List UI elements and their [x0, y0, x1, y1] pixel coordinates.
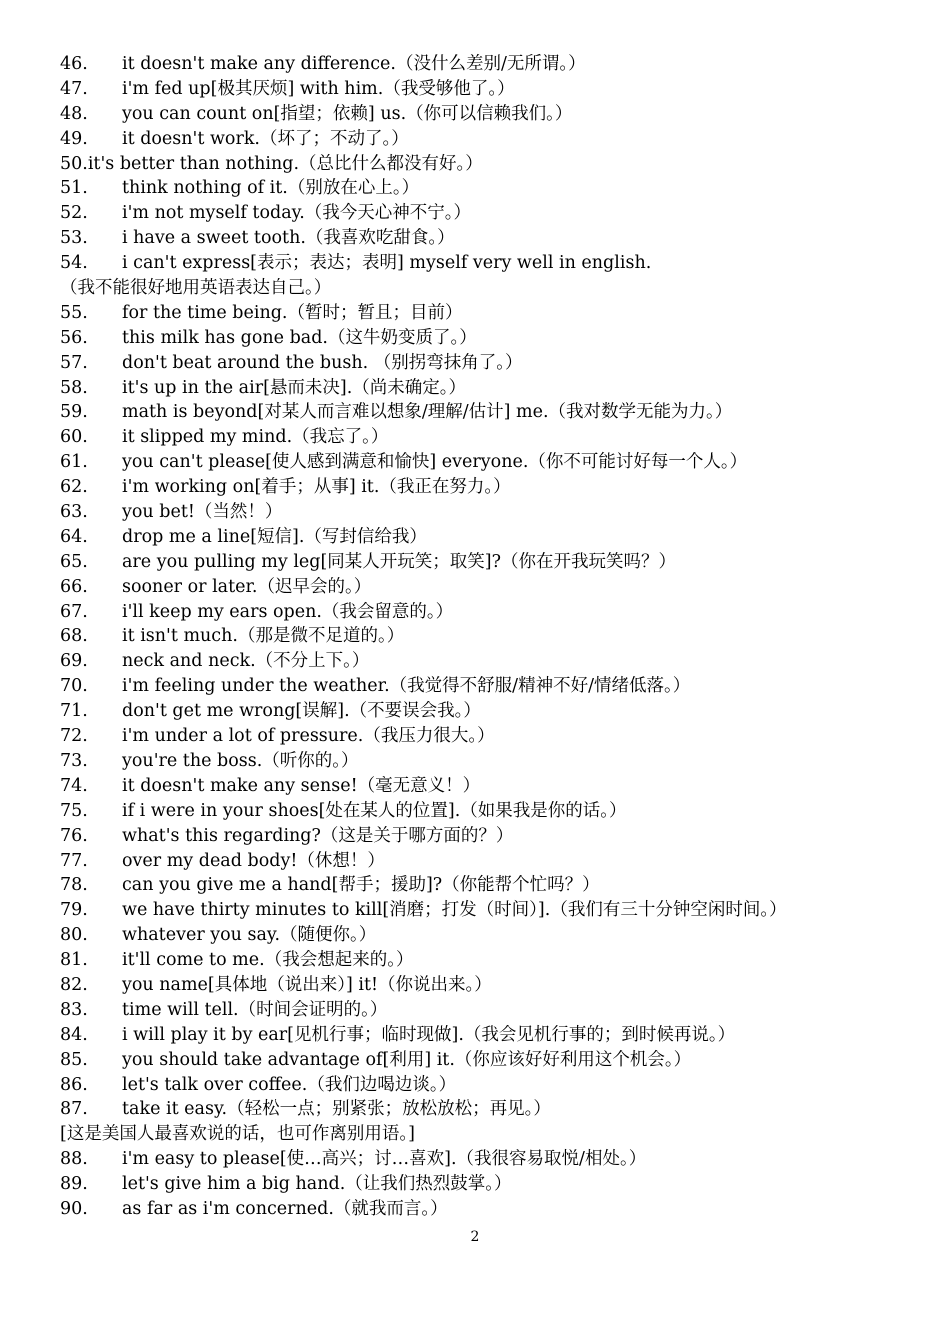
phrase-line: [60, 824, 930, 849]
phrase-text: time will tell.（时间会证明的。）: [122, 999, 388, 1020]
phrase-line: [60, 226, 930, 251]
phrase-text: don't get me wrong[误解].（不要误会我。）: [122, 701, 481, 722]
phrase-line: [60, 948, 930, 973]
phrase-line: [60, 475, 930, 500]
phrase-number: 71.: [60, 701, 88, 722]
phrase-number: 80.: [60, 925, 88, 946]
phrase-number: 61.: [60, 452, 88, 473]
phrase-text: you can't please[使人感到满意和愉快] everyone.（你不可能讨好每一个人。）: [122, 452, 748, 473]
phrase-number: 59.: [60, 402, 88, 423]
phrase-text: are you pulling my leg[同某人开玩笑；取笑]?（你在开我玩笑吗？）: [122, 551, 677, 572]
phrase-number: 48.: [60, 103, 88, 124]
phrase-number: 57.: [60, 352, 88, 373]
phrase-text: neck and neck.（不分上下。）: [122, 651, 370, 672]
phrase-text: it's up in the air[悬而未决].（尚未确定。）: [122, 377, 467, 398]
phrase-text: it slipped my mind.（我忘了。）: [122, 427, 389, 448]
phrase-line: [60, 500, 930, 525]
phrase-number: 53.: [60, 228, 88, 249]
phrase-text: i'm under a lot of pressure.（我压力很大。）: [122, 726, 495, 747]
phrase-line: [60, 873, 930, 898]
phrase-text: for the time being.（暂时；暂且；目前）: [122, 302, 463, 323]
phrase-number: 88.: [60, 1149, 88, 1170]
phrase-line: [60, 152, 930, 177]
phrase-line: [60, 749, 930, 774]
phrase-number: 78.: [60, 875, 88, 896]
phrase-number: 75.: [60, 800, 88, 821]
phrase-line: [60, 1122, 930, 1147]
phrase-text: i can't express[表示；表达；表明] myself very well in english.: [122, 253, 652, 274]
phrase-number: 62.: [60, 477, 88, 498]
phrase-text: i'm not myself today.（我今天心神不宁。）: [122, 203, 471, 224]
phrase-text: think nothing of it.（别放在心上。）: [122, 178, 420, 199]
phrase-line: [60, 102, 930, 127]
phrase-number: 72.: [60, 726, 88, 747]
phrase-number: 56.: [60, 327, 88, 348]
phrase-number: 85.: [60, 1049, 88, 1070]
phrase-line: [60, 699, 930, 724]
phrase-line: [60, 1048, 930, 1073]
phrase-number: 90.: [60, 1198, 88, 1219]
phrase-line: [60, 201, 930, 226]
phrase-text: we have thirty minutes to kill[消磨；打发（时间）].（我们有三十分钟空闲时间。）: [122, 900, 787, 921]
phrase-text: i'm easy to please[使…高兴；讨…喜欢].（我很容易取悦/相处。）: [122, 1149, 647, 1170]
phrase-number: 51.: [60, 178, 88, 199]
phrase-line: [60, 326, 930, 351]
phrase-line: [60, 127, 930, 152]
phrase-text: if i were in your shoes[处在某人的位置].（如果我是你的话。）: [122, 800, 627, 821]
phrase-text: whatever you say.（随便你。）: [122, 925, 377, 946]
phrase-text: i'm feeling under the weather.（我觉得不舒服/精神不好/情绪低落。）: [122, 676, 691, 697]
phrase-text: it doesn't make any difference.（没什么差别/无所谓。）: [122, 54, 586, 74]
phrase-number: 68.: [60, 626, 88, 647]
phrase-text: it doesn't make any sense!（毫无意义！）: [122, 775, 481, 796]
phrase-text: i'll keep my ears open.（我会留意的。）: [122, 601, 454, 622]
phrase-line: [60, 1097, 930, 1122]
phrase-number: 82.: [60, 974, 88, 995]
phrase-line: [60, 425, 930, 450]
phrase-text: i will play it by ear[见机行事；临时现做].（我会见机行事的；到时候再说。）: [122, 1024, 736, 1045]
phrase-number: 67.: [60, 601, 88, 622]
phrase-text: i'm working on[着手；从事] it.（我正在努力。）: [122, 477, 511, 498]
phrase-text: you're the boss.（听你的。）: [122, 750, 359, 771]
phrase-number: 79.: [60, 900, 88, 921]
phrase-text: this milk has gone bad.（这牛奶变质了。）: [122, 327, 477, 348]
phrase-text: （我不能很好地用英语表达自己。）: [60, 278, 332, 299]
phrase-number: 52.: [60, 203, 88, 224]
phrase-text: as far as i'm concerned.（就我而言。）: [122, 1198, 448, 1219]
phrase-line: [60, 276, 930, 301]
phrase-number: 74.: [60, 775, 88, 796]
phrase-text: you bet!（当然！）: [122, 502, 283, 523]
phrase-text: it'll come to me.（我会想起来的。）: [122, 950, 414, 971]
phrase-number: 84.: [60, 1024, 88, 1045]
phrase-line: [60, 624, 930, 649]
phrase-line: [60, 849, 930, 874]
phrase-line: [60, 351, 930, 376]
phrase-text: it doesn't work.（坏了；不动了。）: [122, 128, 409, 149]
phrase-line: [60, 52, 930, 77]
phrase-line: [60, 1172, 930, 1197]
phrase-number: 76.: [60, 825, 88, 846]
phrase-line: [60, 674, 930, 699]
phrase-text: i have a sweet tooth.（我喜欢吃甜食。）: [122, 228, 455, 249]
phrase-number: 58.: [60, 377, 88, 398]
phrase-text: [这是美国人最喜欢说的话，也可作离别用语。]: [60, 1124, 415, 1145]
phrase-number: 73.: [60, 750, 88, 771]
phrase-line: [60, 400, 930, 425]
phrase-text: you can count on[指望；依赖] us.（你可以信赖我们。）: [122, 103, 573, 124]
phrase-number: 77.: [60, 850, 88, 871]
phrase-number: 70.: [60, 676, 88, 697]
phrase-line: [60, 649, 930, 674]
phrase-text: math is beyond[对某人而言难以想象/理解/估计] me.（我对数学无能为力。）: [122, 402, 733, 423]
phrase-number: 46.: [60, 54, 88, 74]
phrase-line: [60, 376, 930, 401]
phrase-line: [60, 923, 930, 948]
phrase-line: [60, 77, 930, 102]
phrase-text: sooner or later.（迟早会的。）: [122, 576, 372, 597]
phrase-number: 86.: [60, 1074, 88, 1095]
phrase-line: [60, 1147, 930, 1172]
phrase-text: i'm fed up[极其厌烦] with him.（我受够他了。）: [122, 78, 515, 99]
phrase-number: 89.: [60, 1174, 88, 1195]
phrase-number: 49.: [60, 128, 88, 149]
phrase-line: [60, 799, 930, 824]
phrase-line: [60, 973, 930, 998]
phrase-number: 55.: [60, 302, 88, 323]
phrase-text: can you give me a hand[帮手；援助]?（你能帮个忙吗？）: [122, 875, 600, 896]
phrase-line: [60, 176, 930, 201]
phrase-text: let's give him a big hand.（让我们热烈鼓掌。）: [122, 1174, 512, 1195]
phrase-text: it isn't much.（那是微不足道的。）: [122, 626, 405, 647]
phrase-line: [60, 575, 930, 600]
phrase-text: you name[具体地（说出来）] it!（你说出来。）: [122, 974, 492, 995]
phrase-line: [60, 998, 930, 1023]
page-number: 2: [470, 1229, 480, 1245]
phrase-number: 65.: [60, 551, 88, 572]
phrase-line: [60, 724, 930, 749]
phrase-number: 81.: [60, 950, 88, 971]
phrase-line: [60, 550, 930, 575]
phrase-number: 47.: [60, 78, 88, 99]
phrase-line: [60, 301, 930, 326]
phrase-number: 64.: [60, 526, 88, 547]
phrase-text: you should take advantage of[利用] it.（你应该好好利用这个机会。）: [122, 1049, 692, 1070]
phrase-line: [60, 450, 930, 475]
phrase-number: 66.: [60, 576, 88, 597]
phrase-text: over my dead body!（休想！）: [122, 850, 385, 871]
phrase-number: 54.: [60, 253, 88, 274]
phrase-line: [60, 1197, 930, 1222]
phrase-text: don't beat around the bush. （别拐弯抹角了。）: [122, 352, 523, 373]
phrase-text: take it easy.（轻松一点；别紧张；放松放松；再见。）: [122, 1099, 551, 1120]
phrase-line: [60, 774, 930, 799]
phrase-text: let's talk over coffee.（我们边喝边谈。）: [122, 1074, 457, 1095]
phrase-list: [60, 52, 930, 1222]
phrase-number: 63.: [60, 502, 88, 523]
phrase-number: 69.: [60, 651, 88, 672]
phrase-number: 87.: [60, 1099, 88, 1120]
phrase-text: drop me a line[短信].（写封信给我）: [122, 526, 427, 547]
phrase-line: [60, 1023, 930, 1048]
phrase-line: [60, 898, 930, 923]
phrase-line: [60, 251, 930, 276]
phrase-text: what's this regarding?（这是关于哪方面的？）: [122, 825, 514, 846]
phrase-text: 50.it's better than nothing.（总比什么都没有好。）: [60, 153, 483, 174]
phrase-line: [60, 1073, 930, 1098]
phrase-line: [60, 600, 930, 625]
phrase-line: [60, 525, 930, 550]
phrase-number: 83.: [60, 999, 88, 1020]
phrase-number: 60.: [60, 427, 88, 448]
